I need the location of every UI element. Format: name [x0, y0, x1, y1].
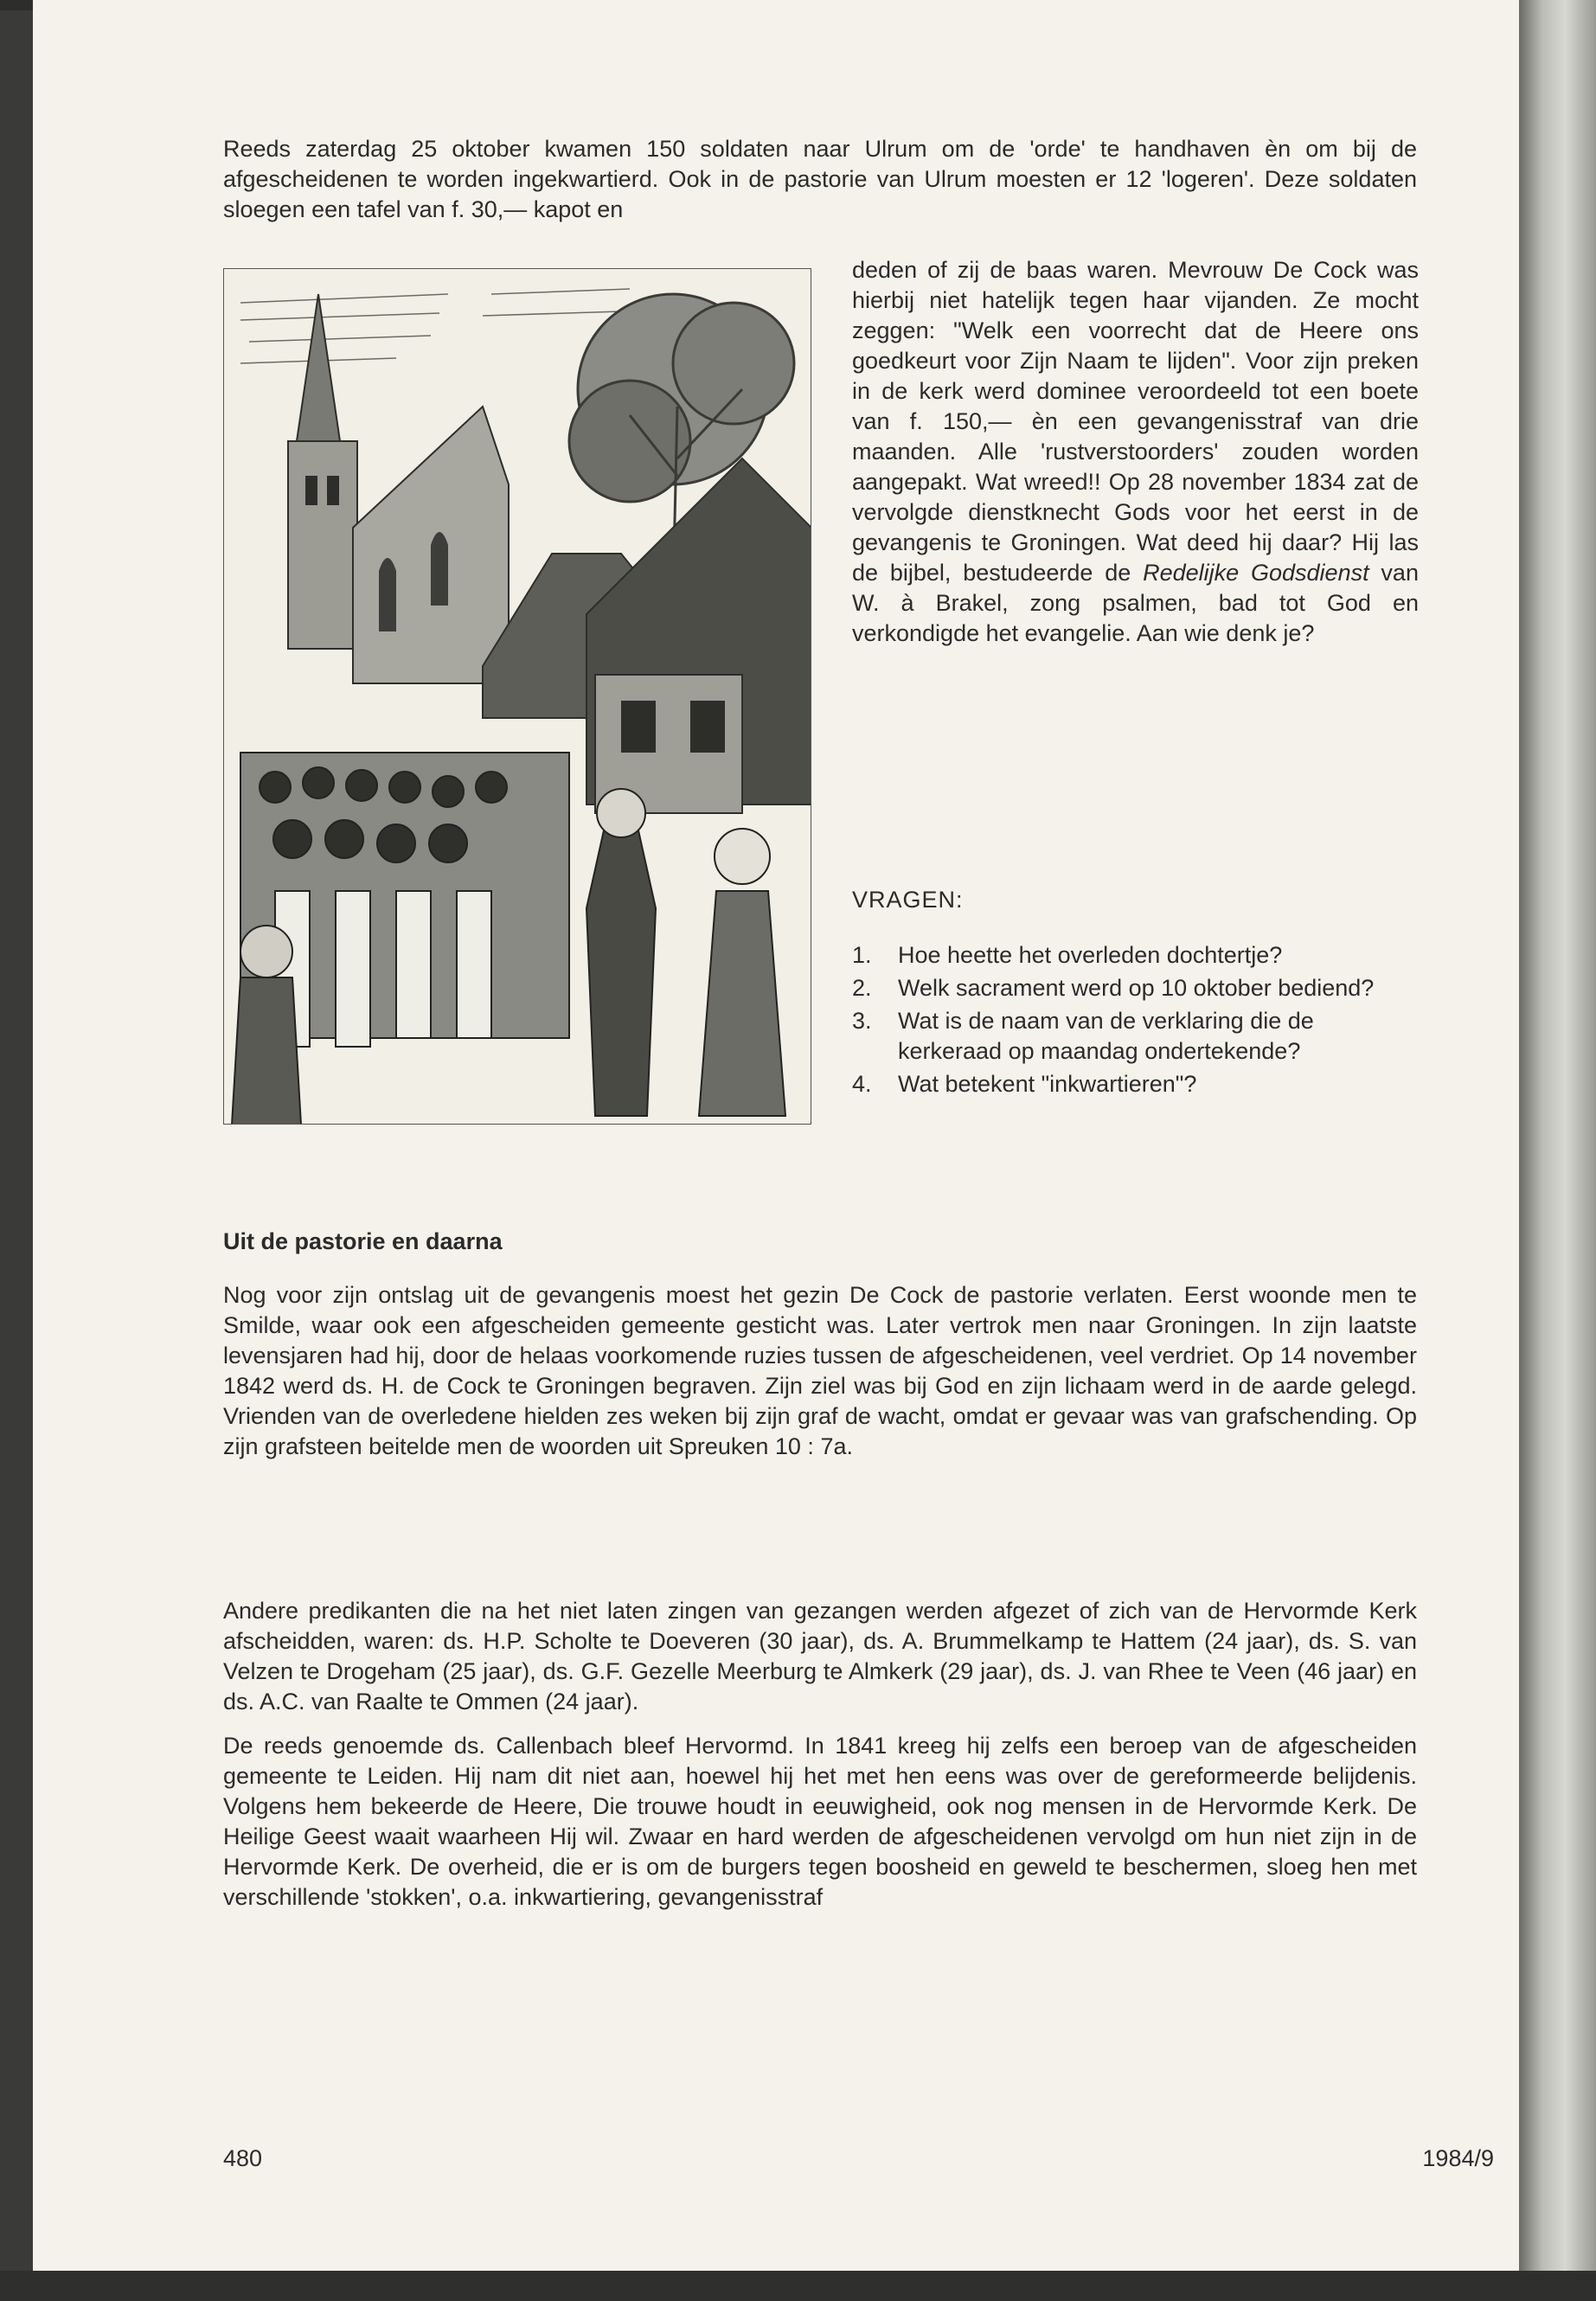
question-number: 1. [852, 942, 872, 968]
church-tower [288, 441, 357, 649]
question-text: Wat betekent "inkwartieren"? [898, 1071, 1197, 1097]
issue-number: 1984/9 [1422, 2145, 1494, 2171]
question-item [852, 940, 1419, 971]
side-text-book-title: Redelijke Godsdienst [1143, 560, 1369, 586]
question-text: Wat is de naam van de verklaring die de kerkeraad op maandag ondertekende? [898, 1008, 1314, 1064]
intro-paragraph: Reeds zaterdag 25 oktober kwamen 150 soldaten naar Ulrum om de 'orde' te handhaven èn om bij de afgescheidenen te worden ingekwartierd. Ook in de pastorie van Ulrum moesten er 12 'logeren'. Deze soldaten sloegen een tafel van f. 30,— kapot en [223, 136, 1417, 222]
pastorie-paragraph: Nog voor zijn ontslag uit de gevangenis moest het gezin De Cock de pastorie verlaten. Eerst woonde men te Smilde, waar ook een afgescheiden gemeente gesticht was. Later vertrok men naar Groningen. In zijn laatste levensjaren had hij, door de helaas voorkomende ruzies tussen de afgescheidenen, veel verdriet. Op 14 november 1842 werd ds. H. de Cock te Groningen begraven. Zijn ziel was bij God en zijn lichaam werd in de aarde gelegd. Vrienden van de overledene hielden zes weken bij zijn graf de wacht, omdat er gevaar was van grafschending. Op zijn grafsteen beitelde men de woorden uit Spreuken 10 : 7a. [223, 1282, 1417, 1459]
side-text-end: van W. à Brakel, zong psalmen, bad tot God en verkondigde het evangelie. Aan wie denk je? [852, 560, 1419, 646]
callenbach-paragraph: De reeds genoemde ds. Callenbach bleef Hervormd. In 1841 kreeg hij zelfs een beroep van de afgescheiden gemeente te Leiden. Hij nam dit niet aan, hoewel hij het met hen eens was over de gereformeerde belijdenis. Volgens hem bekeerde de Heere, Die trouwe houdt in eeuwigheid, ook nog mensen in de Hervormde Kerk. De Heilige Geest waait waarheen Hij wil. Zwaar en hard werden de afgescheidenen vervolgd om hun niet zijn in de Hervormde Kerk. De overheid, die er is om de burgers tegen boosheid en geweld te beschermen, sloeg hen met verschillende 'stokken', o.a. inkwartiering, gevangenisstraf [223, 1733, 1417, 1910]
side-paragraph [852, 255, 1419, 649]
question-number: 3. [852, 1008, 872, 1034]
section-heading: Uit de pastorie en daarna [223, 1228, 503, 1254]
question-item [852, 1006, 1419, 1067]
question-text: Hoe heette het overleden dochtertje? [898, 942, 1283, 968]
scan-page-fold [1519, 0, 1596, 2301]
question-text: Welk sacrament werd op 10 oktober bediend? [898, 975, 1375, 1001]
scan-bottom-edge [0, 2271, 1596, 2301]
church-soldiers-illustration [223, 268, 811, 1125]
question-number: 4. [852, 1071, 872, 1097]
questions-list [852, 940, 1419, 1102]
questions-heading: VRAGEN: [852, 887, 964, 913]
predikanten-paragraph: Andere predikanten die na het niet laten zingen van gezangen werden afgezet of zich van de Hervormde Kerk afscheidden, waren: ds. H.P. Scholte te Doeveren (30 jaar), ds. A. Brummelkamp te Hattem (24 jaar), ds. S. van Velzen te Drogeham (25 jaar), ds. G.F. Gezelle Meerburg te Almkerk (29 jaar), ds. J. van Rhee te Veen (46 jaar) en ds. A.C. van Raalte te Ommen (24 jaar). [223, 1598, 1417, 1715]
predikanten-block [223, 1596, 1417, 1913]
question-item [852, 973, 1419, 1003]
page-number: 480 [223, 2145, 263, 2171]
side-text-main: deden of zij de baas waren. Mevrouw De Cock was hierbij niet hatelijk tegen haar vijanden. Ze mocht zeggen: "Welk een voorrecht dat de Heere ons goedkeurt voor Zijn Naam te lijden". Voor zijn preken in de kerk werd dominee veroordeeld tot een boete van f. 150,— èn een gevangenisstraf van drie maanden. Alle 'rustverstoorders' zouden worden aangepakt. Wat wreed!! Op 28 november 1834 zat de vervolgde dienstknecht Gods voor het eerst in de gevangenis te Groningen. Wat deed hij daar? Hij las de bijbel, bestudeerde de [852, 257, 1419, 586]
question-number: 2. [852, 975, 872, 1001]
question-item [852, 1069, 1419, 1099]
